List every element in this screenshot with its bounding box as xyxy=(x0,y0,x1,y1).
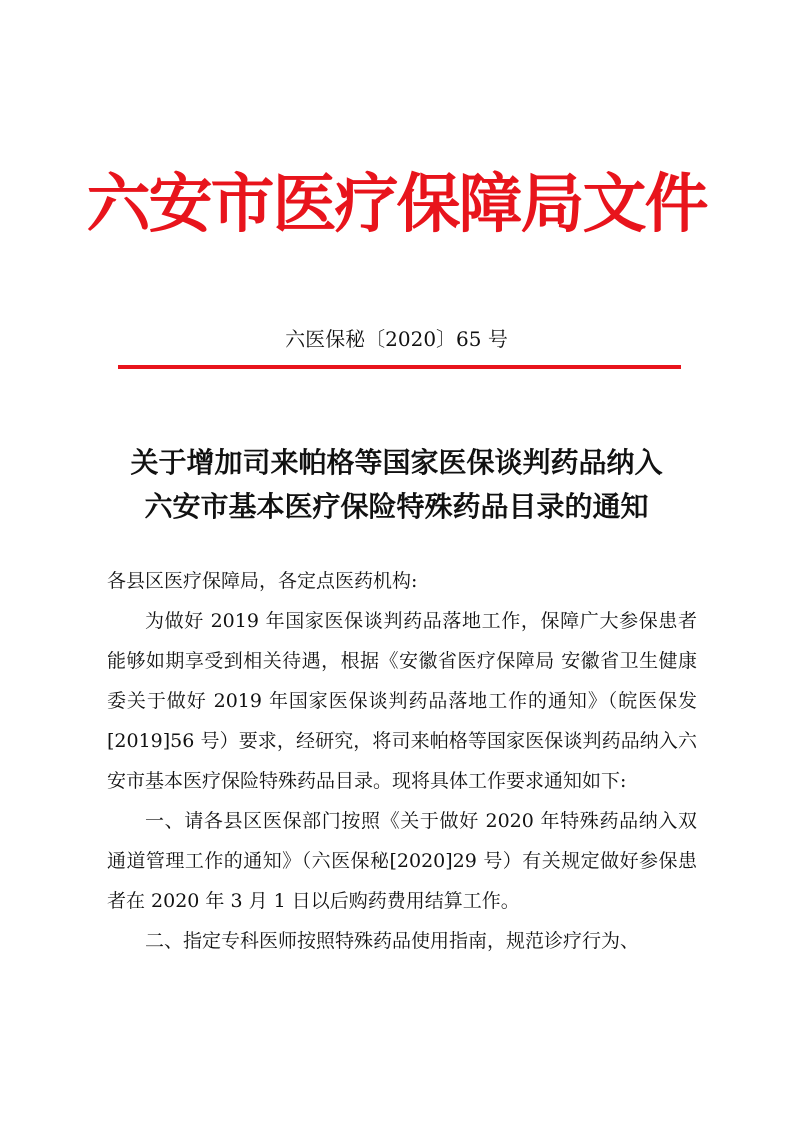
paragraph-1: 为做好 2019 年国家医保谈判药品落地工作，保障广大参保患者能够如期享受到相关待遇，根据《安徽省医疗保障局 安徽省卫生健康委关于做好 2019 年国家医保谈判药品落地工作的通知》（皖医保发[2019]56 号）要求，经研究，将司来帕格等国家医保谈判药品纳入六安市基本医疗保险特殊药品目录。现将具体工作要求通知如下: xyxy=(107,610,697,792)
paragraph-2: 一、请各县区医保部门按照《关于做好 2020 年特殊药品纳入双通道管理工作的通知》（六医保秘[2020]29 号）有关规定做好参保患者在 2020 年 3 月 1 日以后购药费用结算工作。 xyxy=(107,810,697,912)
red-divider xyxy=(118,365,681,369)
notice-title xyxy=(0,441,793,529)
document-header-title: 六安市医疗保障局文件 xyxy=(86,167,707,242)
salutation: 各县区医疗保障局，各定点医药机构: xyxy=(107,570,418,592)
notice-title-line-2: 六安市基本医疗保险特殊药品目录的通知 xyxy=(144,490,649,523)
notice-body xyxy=(107,561,697,961)
notice-title-line-1: 关于增加司来帕格等国家医保谈判药品纳入 xyxy=(130,446,663,479)
paragraph-3: 二、指定专科医师按照特殊药品使用指南，规范诊疗行为、 xyxy=(145,930,640,952)
document-number: 六医保秘〔2020〕65 号 xyxy=(285,327,508,351)
